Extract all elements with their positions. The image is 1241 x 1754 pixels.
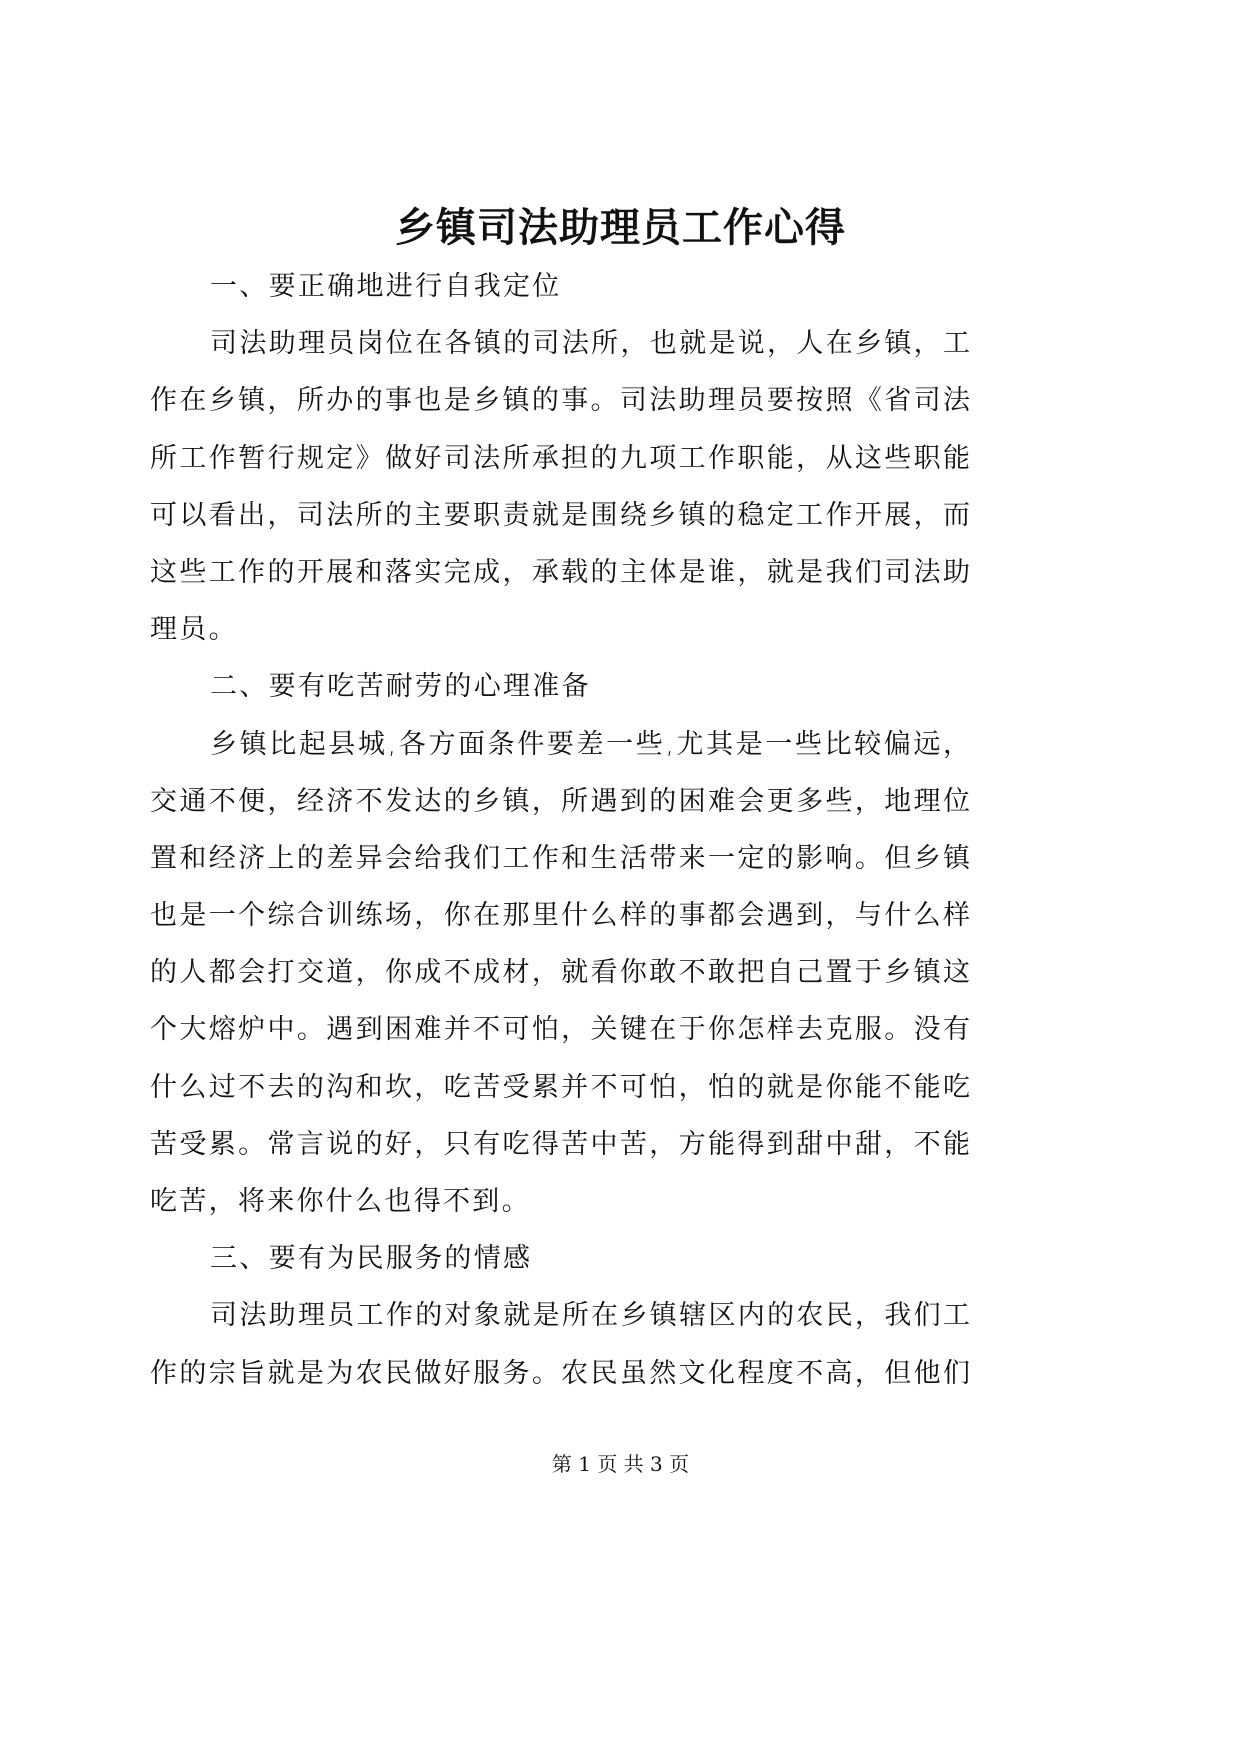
text-line: 司法助理员工作的对象就是所在乡镇辖区内的农民，我们工 xyxy=(210,1300,970,1332)
text-line: 理员。 xyxy=(150,614,238,646)
text-line: 司法助理员岗位在各镇的司法所，也就是说，人在乡镇，工 xyxy=(210,328,970,360)
text-line: 置和经济上的差异会给我们工作和生活带来一定的影响。但乡镇 xyxy=(150,842,970,874)
text-line: 交通不便，经济不发达的乡镇，所遇到的困难会更多些，地理位 xyxy=(150,785,970,817)
text-line: 作的宗旨就是为农民做好服务。农民虽然文化程度不高，但他们 xyxy=(150,1357,970,1389)
paragraph xyxy=(150,1287,970,1401)
text-line: 三、要有为民服务的情感 xyxy=(210,1243,533,1275)
document-title: 乡镇司法助理员工作心得 xyxy=(395,204,846,251)
text-line: 乡镇比起县城,各方面条件要差一些,尤其是一些比较偏远， xyxy=(210,728,970,760)
text-line: 作在乡镇，所办的事也是乡镇的事。司法助理员要按照《省司法 xyxy=(150,385,970,417)
paragraph xyxy=(150,315,970,658)
text-line: 苦受累。常言说的好，只有吃得苦中苦，方能得到甜中甜，不能 xyxy=(150,1128,970,1160)
paragraph xyxy=(150,716,970,1231)
text-line: 一、要正确地进行自我定位 xyxy=(210,271,562,302)
page-footer: 第 1 页 共 3 页 xyxy=(551,1452,690,1476)
text-line: 可以看出，司法所的主要职责就是围绕乡镇的稳定工作开展，而 xyxy=(150,499,970,531)
text-line: 的人都会打交道，你成不成材，就看你敢不敢把自己置于乡镇这 xyxy=(150,957,970,989)
text-line: 什么过不去的沟和坎，吃苦受累并不可怕，怕的就是你能不能吃 xyxy=(150,1071,970,1103)
text-line: 吃苦，将来你什么也得不到。 xyxy=(150,1186,531,1217)
text-line: 这些工作的开展和落实完成，承载的主体是谁，就是我们司法助 xyxy=(150,556,970,588)
text-line: 二、要有吃苦耐劳的心理准备 xyxy=(210,671,591,703)
section-heading xyxy=(150,1230,970,1287)
text-line: 个大熔炉中。遇到困难并不可怕，关键在于你怎样去克服。没有 xyxy=(150,1014,970,1046)
text-line: 也是一个综合训练场，你在那里什么样的事都会遇到，与什么样 xyxy=(150,900,970,932)
section-heading xyxy=(150,258,970,315)
document-body xyxy=(150,258,970,1402)
section-heading xyxy=(150,658,970,715)
text-line: 所工作暂行规定》做好司法所承担的九项工作职能，从这些职能 xyxy=(150,442,970,474)
